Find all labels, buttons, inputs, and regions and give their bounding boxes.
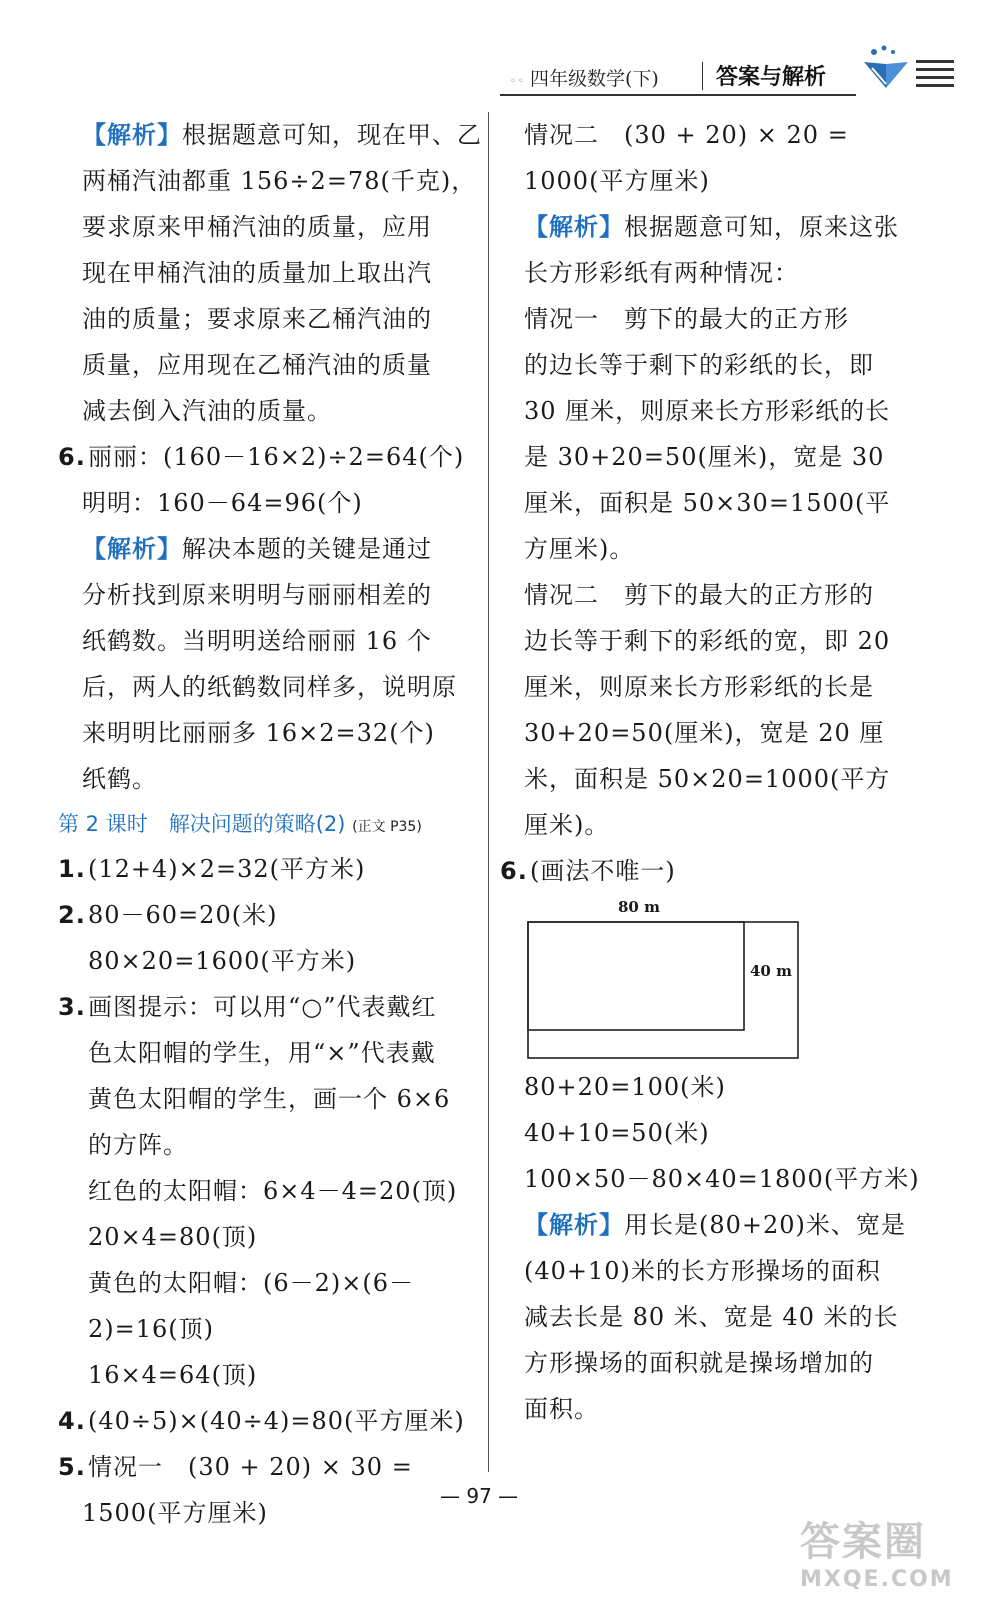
text-line: 黄色太阳帽的学生，画一个 6×6 [88,1085,451,1113]
text-line: 红色的太阳帽：6×4－4=20(顶) [88,1177,458,1205]
text-line: 30+20=50(厘米)，宽是 20 厘 [524,719,885,747]
answer-line: 100×50－80×40=1800(平方米) [524,1165,920,1193]
analysis-tag: 【解析】 [524,1210,624,1239]
text-line: 减去长是 80 米、宽是 40 米的长 [524,1303,899,1331]
playground-figure [520,894,820,1064]
text-line: 要求原来甲桶汽油的质量，应用 [82,213,432,241]
question-number: 6. [58,443,86,471]
text-line: 面积。 [524,1395,599,1423]
analysis-tag: 【解析】 [82,534,182,563]
text-line: 边长等于剩下的彩纸的宽，即 20 [524,627,891,655]
page-header [500,40,960,100]
question-2 [58,892,478,938]
question-3 [58,984,478,1030]
text: 解决本题的关键是通过 [182,535,432,563]
answer-text: 画图提示：可以用“○”代表戴红 [88,993,437,1021]
section-title: 答案与解析 [716,65,827,90]
text-line: 质量，应用现在乙桶汽油的质量 [82,351,432,379]
text-line: 方形操场的面积就是操场增加的 [524,1349,874,1377]
answer-line: 情况二 (30 + 20) × 20 = [524,121,849,149]
answer-text: 80－60=20(米) [88,901,278,929]
text: 根据题意可知，现在甲、乙 [182,121,482,149]
text-line: 长方形彩纸有两种情况： [524,259,799,287]
answer-text: 丽丽：(160－16×2)÷2=64(个) [88,443,465,471]
watermark-url: MXQE.COM [800,1567,954,1592]
book-logo-icon [860,44,956,94]
lesson-title: 第 2 课时 解决问题的策略(2) [58,812,346,836]
question-5 [58,1444,478,1490]
original-playground-rect [528,922,744,1030]
answer-line: 1000(平方厘米) [524,167,710,195]
text-line: 是 30+20=50(厘米)，宽是 30 [524,443,885,471]
question-6 [58,434,478,480]
text-line: 后，两人的纸鹤数同样多，说明原 [82,673,457,701]
question-4 [58,1398,478,1444]
question-1 [58,846,478,892]
answer-line: 1500(平方厘米) [82,1499,268,1527]
text-line: 厘米，则原来长方形彩纸的长是 [524,673,874,701]
header-rule [500,94,856,96]
answer-text: (12+4)×2=32(平方米) [88,855,366,883]
text-line: 减去倒入汽油的质量。 [82,397,332,425]
text-line: 厘米)。 [524,811,610,839]
analysis-line [500,1202,920,1248]
analysis-tag: 【解析】 [82,120,182,149]
answer-text: (画法不唯一) [530,857,676,885]
analysis-tag: 【解析】 [524,212,624,241]
text-line: 20×4=80(顶) [88,1223,258,1251]
question-number: 1. [58,855,86,883]
analysis-line [500,204,920,250]
length-label: 80 m [618,898,660,916]
text-line: (40+10)米的长方形操场的面积 [524,1257,881,1285]
decorative-dots: ◦◦ [510,76,526,87]
text-line: 色太阳帽的学生，用“×”代表戴 [88,1039,436,1067]
width-label: 40 m [750,962,792,980]
question-6 [500,848,920,894]
book-title: 四年级数学(下) [530,68,659,90]
answer-line: 明明：160－64=96(个) [82,489,363,517]
text-line: 情况一 剪下的最大的正方形 [524,305,849,333]
question-number: 6. [500,857,528,885]
text-line: 油的质量；要求原来乙桶汽油的 [82,305,432,333]
text-line: 两桶汽油都重 156÷2=78(千克)， [82,167,477,195]
text-line: 情况二 剪下的最大的正方形的 [524,581,874,609]
lesson-ref: (正文 P35) [352,819,422,835]
text: 根据题意可知，原来这张 [624,213,899,241]
answer-line: 40+10=50(米) [524,1119,710,1147]
answer-text: 情况一 (30 + 20) × 30 = [88,1453,413,1481]
header-separator [702,62,703,90]
column-divider [488,112,489,1472]
text-line: 米，面积是 50×20=1000(平方 [524,765,891,793]
answer-text: (40÷5)×(40÷4)=80(平方厘米) [88,1407,465,1435]
question-number: 5. [58,1453,86,1481]
enlarged-playground-rect [528,922,798,1058]
question-number: 3. [58,993,86,1021]
analysis-line [58,112,482,158]
watermark-logo: 答案圈 [800,1519,926,1565]
text-line: 的边长等于剩下的彩纸的长，即 [524,351,874,379]
text-line: 2)=16(顶) [88,1315,215,1343]
text-line: 厘米，面积是 50×30=1500(平 [524,489,891,517]
text-line: 纸鹤。 [82,765,157,793]
lesson-heading [58,802,478,846]
text-line: 现在甲桶汽油的质量加上取出汽 [82,259,432,287]
question-number: 4. [58,1407,86,1435]
analysis-line [58,526,478,572]
page-number: — 97 — [440,1484,519,1508]
watermark [800,1510,970,1592]
text-line: 方厘米)。 [524,535,635,563]
text-line: 的方阵。 [88,1131,188,1159]
right-column [500,112,920,1432]
text: 用长是(80+20)米、宽是 [624,1211,906,1239]
text-line: 分析找到原来明明与丽丽相差的 [82,581,432,609]
text-line: 黄色的太阳帽：(6－2)×(6－ [88,1269,415,1297]
answer-line: 80+20=100(米) [524,1073,726,1101]
text-line: 来明明比丽丽多 16×2=32(个) [82,719,435,747]
answer-line: 80×20=1600(平方米) [88,947,357,975]
text-line: 30 厘米，则原来长方形彩纸的长 [524,397,891,425]
text-line: 纸鹤数。当明明送给丽丽 16 个 [82,627,432,655]
text-line: 16×4=64(顶) [88,1361,258,1389]
question-number: 2. [58,901,86,929]
